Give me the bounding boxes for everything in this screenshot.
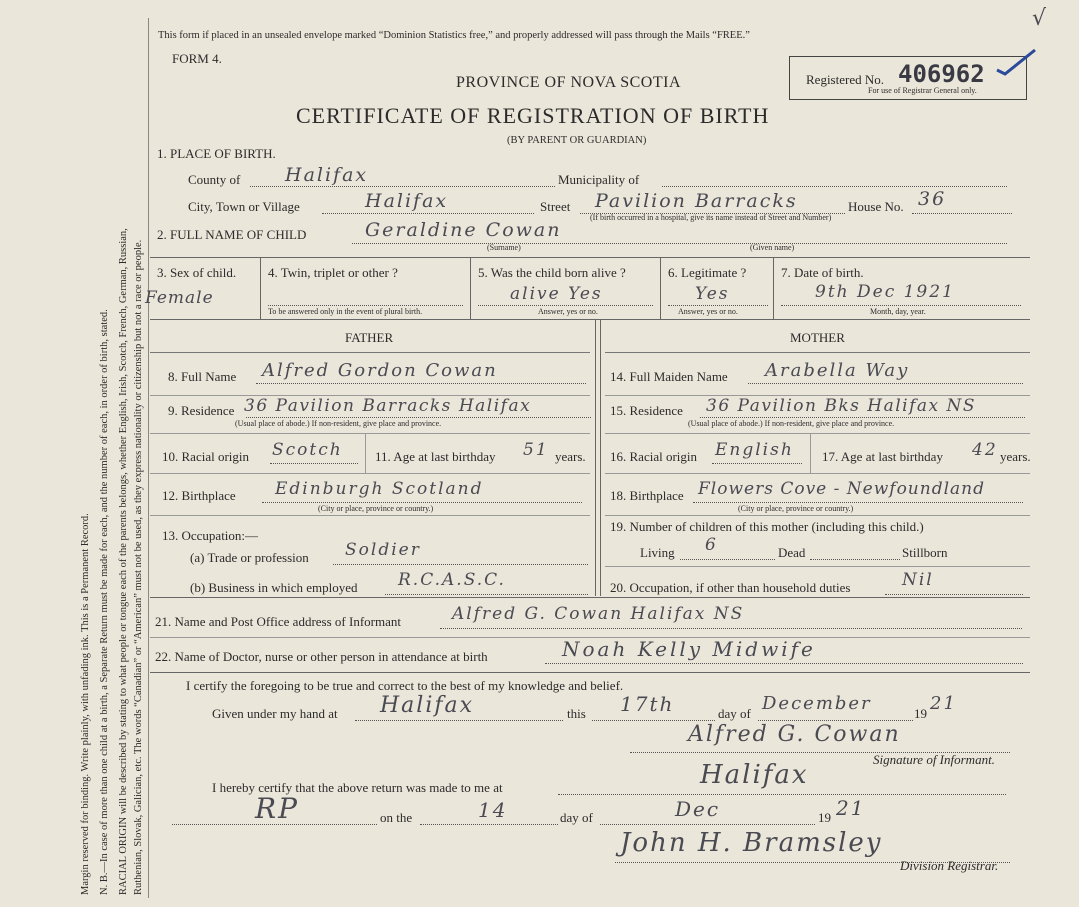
certify-year-value: 21 bbox=[930, 693, 957, 714]
certify-text: I certify the foregoing to be true and correct to the best of my knowledge and belief. bbox=[186, 678, 624, 693]
municipality-label: Municipality of bbox=[558, 172, 640, 187]
occupation-label: 13. Occupation:— bbox=[162, 528, 259, 543]
mother-age-value: 42 bbox=[972, 440, 998, 460]
certify-day-value: 17th bbox=[620, 692, 675, 716]
dob-note: Month, day, year. bbox=[870, 307, 926, 316]
father-age-value: 51 bbox=[523, 440, 549, 460]
certify-month-value: December bbox=[762, 693, 872, 714]
registrar-on-label: on the bbox=[380, 810, 413, 825]
children-count-label: 19. Number of children of this mother (including this child.) bbox=[610, 519, 924, 534]
check-mark-icon bbox=[995, 48, 1040, 78]
mother-heading: MOTHER bbox=[790, 330, 845, 345]
street-label: Street bbox=[540, 199, 571, 214]
informant-label: 21. Name and Post Office address of Informant bbox=[155, 614, 401, 629]
mother-race-label: 16. Racial origin bbox=[610, 449, 698, 464]
dead-label: Dead bbox=[778, 545, 806, 560]
certificate-title: CERTIFICATE OF REGISTRATION OF BIRTH bbox=[296, 103, 770, 128]
county-value: Halifax bbox=[285, 164, 369, 186]
father-name-label: 8. Full Name bbox=[168, 369, 237, 384]
place-heading: 1. PLACE OF BIRTH. bbox=[157, 146, 276, 161]
twin-note: To be answered only in the event of plural birth. bbox=[268, 307, 423, 316]
child-name-label: 2. FULL NAME OF CHILD bbox=[157, 227, 307, 242]
given-at-value: Halifax bbox=[380, 693, 475, 718]
mother-birthplace-label: 18. Birthplace bbox=[610, 488, 684, 503]
mother-name-label: 14. Full Maiden Name bbox=[610, 369, 728, 384]
doctor-label: 22. Name of Doctor, nurse or other person in attendance at birth bbox=[155, 649, 488, 664]
city-value: Halifax bbox=[365, 190, 449, 212]
mother-years-label: years. bbox=[1000, 449, 1031, 464]
business-label: (b) Business in which employed bbox=[190, 580, 358, 595]
registrar-day-value: 14 bbox=[478, 798, 508, 822]
father-name-value: Alfred Gordon Cowan bbox=[262, 360, 498, 381]
certificate-subtitle: (BY PARENT OR GUARDIAN) bbox=[507, 135, 647, 146]
doctor-value: Noah Kelly Midwife bbox=[562, 637, 816, 661]
twin-label: 4. Twin, triplet or other ? bbox=[268, 265, 398, 280]
dob-label: 7. Date of birth. bbox=[781, 265, 864, 280]
form-label: FORM 4. bbox=[172, 51, 222, 66]
alive-label: 5. Was the child born alive ? bbox=[478, 265, 626, 280]
sex-value: Female bbox=[145, 288, 214, 308]
margin-racial-note: RACIAL ORIGIN will be described by stating to what people or tongue each of the parents belongs, whether English, Irish, Scotch, French, German, Russian, bbox=[118, 228, 129, 895]
mother-age-label: 17. Age at last birthday bbox=[822, 449, 943, 464]
mother-residence-label: 15. Residence bbox=[610, 403, 683, 418]
father-heading: FATHER bbox=[345, 330, 394, 345]
mother-race-value: English bbox=[715, 440, 794, 460]
father-residence-value: 36 Pavilion Barracks Halifax bbox=[244, 396, 532, 416]
father-residence-label: 9. Residence bbox=[168, 403, 235, 418]
division-registrar-label: Division Registrar. bbox=[900, 858, 999, 873]
registrar-dayof-label: day of bbox=[560, 810, 593, 825]
corner-tick-mark: √ bbox=[1032, 6, 1049, 31]
sex-label: 3. Sex of child. bbox=[157, 265, 237, 280]
county-label: County of bbox=[188, 172, 241, 187]
mother-birthplace-note: (City or place, province or country.) bbox=[738, 504, 854, 513]
given-under-label: Given under my hand at bbox=[212, 706, 338, 721]
father-years-label: years. bbox=[555, 449, 586, 464]
legit-label: 6. Legitimate ? bbox=[668, 265, 747, 280]
father-age-label: 11. Age at last birthday bbox=[375, 449, 496, 464]
stillborn-label: Stillborn bbox=[902, 545, 948, 560]
street-note: (If birth occurred in a hospital, give its name instead of Street and Number) bbox=[590, 213, 832, 222]
father-birthplace-label: 12. Birthplace bbox=[162, 488, 236, 503]
informant-value: Alfred G. Cowan Halifax NS bbox=[452, 604, 745, 624]
margin-binding-note: Margin reserved for binding. Write plainly, with unfading ink. This is a Permanent Record. bbox=[80, 513, 91, 895]
registered-number: 406962 bbox=[898, 60, 985, 88]
this-label: this bbox=[567, 706, 586, 721]
city-label: City, Town or Village bbox=[188, 199, 300, 214]
registrar-month-value: Dec bbox=[675, 797, 721, 821]
father-race-value: Scotch bbox=[272, 440, 343, 460]
alive-note: Answer, yes or no. bbox=[538, 307, 598, 316]
mother-birthplace-value: Flowers Cove - Newfoundland bbox=[698, 479, 985, 499]
business-value: R.C.A.S.C. bbox=[398, 570, 506, 590]
house-label: House No. bbox=[848, 199, 904, 214]
street-value: Pavilion Barracks bbox=[595, 190, 798, 212]
mother-occupation-value: Nil bbox=[902, 570, 934, 590]
dob-value: 9th Dec 1921 bbox=[815, 282, 955, 302]
father-birthplace-note: (City or place, province or country.) bbox=[318, 504, 434, 513]
top-note: This form if placed in an unsealed envelope marked “Dominion Statistics free,” and properly addressed will pass through the Mails “FREE.” bbox=[158, 30, 750, 41]
registrar-text: I hereby certify that the above return was made to me at bbox=[212, 780, 503, 795]
father-residence-note: (Usual place of abode.) If non-resident, give place and province. bbox=[235, 419, 442, 428]
certify-dayof-label: day of bbox=[718, 706, 751, 721]
registrar-initials: RP bbox=[255, 792, 299, 825]
province-title: PROVINCE OF NOVA SCOTIA bbox=[456, 74, 682, 91]
informant-signature: Alfred G. Cowan bbox=[688, 722, 901, 747]
registrar-year-prefix: 19 bbox=[818, 810, 831, 825]
certify-year-prefix: 19 bbox=[914, 706, 927, 721]
child-name-value: Geraldine Cowan bbox=[365, 219, 562, 241]
trade-label: (a) Trade or profession bbox=[190, 550, 309, 565]
living-label: Living bbox=[640, 545, 675, 560]
mother-occupation-label: 20. Occupation, if other than household duties bbox=[610, 580, 851, 595]
margin-racial-note-2: Ruthenian, Slovak, Galician, etc. The words “Canadian” or “American” must not be used, as they express nationality or citizenship but not a race or people. bbox=[133, 239, 144, 895]
registrar-place-value: Halifax bbox=[700, 760, 809, 790]
trade-value: Soldier bbox=[345, 540, 421, 560]
father-birthplace-value: Edinburgh Scotland bbox=[275, 479, 484, 499]
given-name-note: (Given name) bbox=[750, 243, 795, 252]
registrar-year-value: 21 bbox=[836, 796, 866, 820]
mother-name-value: Arabella Way bbox=[765, 360, 910, 381]
legit-note: Answer, yes or no. bbox=[678, 307, 738, 316]
surname-note: (Surname) bbox=[487, 243, 521, 252]
registered-note: For use of Registrar General only. bbox=[868, 86, 977, 95]
father-race-label: 10. Racial origin bbox=[162, 449, 250, 464]
legit-value: Yes bbox=[695, 284, 730, 304]
registrar-signature: John H. Bramsley bbox=[620, 828, 883, 858]
informant-signature-label: Signature of Informant. bbox=[873, 752, 995, 767]
living-value: 6 bbox=[705, 535, 718, 555]
alive-value: alive Yes bbox=[510, 284, 603, 304]
mother-residence-note: (Usual place of abode.) If non-resident, give place and province. bbox=[688, 419, 895, 428]
mother-residence-value: 36 Pavilion Bks Halifax NS bbox=[706, 396, 977, 416]
registered-label: Registered No. bbox=[806, 72, 884, 87]
margin-nb-note: N. B.—In case of more than one child at a birth, a Separate Return must be made for each, and the number of each, in order of birth, stated. bbox=[99, 309, 110, 895]
house-value: 36 bbox=[918, 188, 947, 210]
